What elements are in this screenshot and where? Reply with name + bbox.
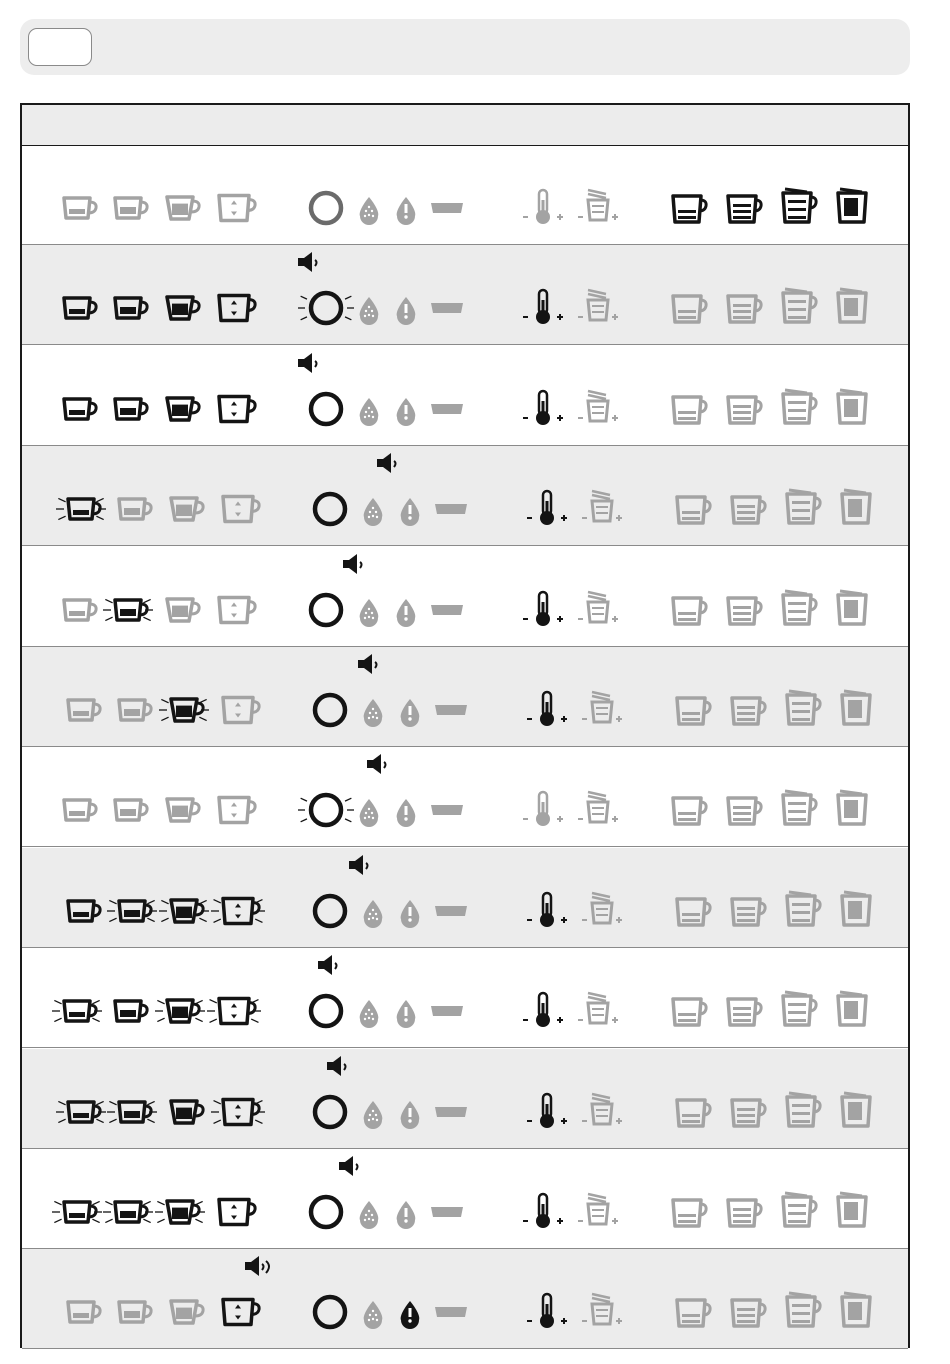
size-medium-icon — [732, 497, 765, 523]
size-large-icon — [787, 1093, 820, 1126]
cup-stack-icon — [578, 792, 618, 822]
mug-icon — [223, 497, 259, 522]
mug-icon — [207, 999, 261, 1024]
water-drop-icon — [360, 197, 379, 225]
size-medium-icon — [728, 999, 761, 1025]
mug-icon — [219, 597, 255, 622]
alert-icon — [401, 498, 420, 526]
table-row — [22, 1049, 908, 1149]
alert-icon — [401, 900, 420, 928]
size-medium-icon — [728, 397, 761, 423]
drip-tray-icon — [431, 404, 463, 414]
cup-stack-icon — [582, 491, 622, 521]
size-large-icon — [783, 791, 816, 824]
cup-stack-icon — [582, 692, 622, 722]
table-row — [22, 346, 908, 446]
mug-icon — [219, 798, 255, 823]
drip-tray-icon — [435, 906, 467, 916]
water-drop-icon — [364, 1301, 383, 1329]
coffee-cup-icon — [115, 298, 147, 318]
table-row — [22, 145, 908, 245]
speaker-icon — [339, 1156, 358, 1176]
table-row — [22, 446, 908, 546]
header-bar — [20, 19, 910, 75]
size-medium-icon — [732, 698, 765, 724]
ring-light-icon — [311, 595, 341, 625]
long-coffee-cup-icon — [167, 398, 199, 420]
speaker-icon — [298, 353, 317, 373]
size-large-icon — [783, 189, 816, 222]
size-small-icon — [677, 1100, 710, 1126]
alert-icon — [401, 699, 420, 727]
temperature-icon — [527, 893, 567, 927]
table-row — [22, 1149, 908, 1249]
size-large-icon — [787, 1293, 820, 1326]
temperature-icon — [523, 993, 563, 1027]
coffee-cup-icon — [115, 800, 147, 820]
water-drop-icon — [364, 900, 383, 928]
size-xl-icon — [838, 390, 866, 423]
long-coffee-cup-icon — [159, 900, 209, 922]
cup-stack-icon — [578, 1194, 618, 1224]
alert-icon — [401, 1101, 420, 1129]
drip-tray-icon — [431, 203, 463, 213]
espresso-cup-icon — [64, 800, 96, 820]
header-tab — [28, 28, 92, 66]
table-row — [22, 1249, 908, 1349]
table-row — [22, 948, 908, 1048]
size-medium-icon — [728, 196, 761, 222]
mug-icon — [211, 1099, 265, 1124]
coffee-cup-icon — [119, 1302, 151, 1322]
espresso-cup-icon — [68, 700, 100, 720]
alert-icon — [397, 297, 416, 325]
size-medium-icon — [732, 1100, 765, 1126]
indicator-table — [20, 103, 910, 1348]
size-xl-icon — [842, 490, 870, 523]
coffee-cup-icon — [119, 499, 151, 519]
speaker-icon — [367, 754, 386, 774]
drip-tray-icon — [435, 705, 467, 715]
alert-icon — [397, 1201, 416, 1229]
drip-tray-icon — [431, 1207, 463, 1217]
coffee-cup-icon — [107, 900, 157, 921]
size-small-icon — [673, 196, 706, 222]
mug-icon — [219, 296, 255, 321]
long-coffee-cup-icon — [155, 1201, 205, 1223]
temperature-icon — [527, 1094, 567, 1128]
drip-tray-icon — [435, 1307, 467, 1317]
speaker-icon — [377, 453, 396, 473]
size-xl-icon — [842, 892, 870, 925]
cup-stack-icon — [582, 1294, 622, 1324]
long-coffee-cup-icon — [171, 1301, 203, 1323]
drip-tray-icon — [431, 605, 463, 615]
ring-light-icon — [311, 996, 341, 1026]
ring-light-icon — [315, 1097, 345, 1127]
espresso-cup-icon — [64, 298, 96, 318]
ring-light-icon — [315, 896, 345, 926]
table-header — [22, 105, 908, 146]
size-large-icon — [783, 390, 816, 423]
water-drop-icon — [360, 1000, 379, 1028]
size-medium-icon — [732, 899, 765, 925]
size-xl-icon — [842, 1093, 870, 1126]
alert-icon — [397, 398, 416, 426]
long-coffee-cup-icon — [167, 197, 199, 219]
espresso-cup-icon — [52, 1201, 102, 1222]
size-small-icon — [677, 1300, 710, 1326]
speaker-icon — [358, 654, 377, 674]
speaker-icon — [349, 855, 368, 875]
long-coffee-cup-icon — [167, 599, 199, 621]
size-large-icon — [787, 691, 820, 724]
temperature-icon — [523, 290, 563, 324]
cup-stack-icon — [578, 391, 618, 421]
long-coffee-cup-icon — [159, 699, 209, 721]
water-drop-icon — [360, 398, 379, 426]
cup-stack-icon — [578, 290, 618, 320]
speaker-icon — [327, 1056, 346, 1076]
size-large-icon — [783, 591, 816, 624]
cup-stack-icon — [578, 592, 618, 622]
espresso-cup-icon — [64, 600, 96, 620]
size-small-icon — [673, 598, 706, 624]
size-small-icon — [673, 397, 706, 423]
size-large-icon — [783, 992, 816, 1025]
cup-stack-icon — [578, 993, 618, 1023]
size-medium-icon — [728, 296, 761, 322]
size-large-icon — [787, 490, 820, 523]
drip-tray-icon — [435, 1107, 467, 1117]
coffee-cup-icon — [115, 198, 147, 218]
long-coffee-cup-icon — [167, 799, 199, 821]
water-drop-icon — [360, 799, 379, 827]
coffee-cup-icon — [119, 700, 151, 720]
ring-light-icon — [311, 193, 341, 223]
temperature-icon — [523, 391, 563, 425]
speaker-icon — [298, 252, 317, 272]
drip-tray-icon — [431, 805, 463, 815]
ring-light-icon — [315, 1297, 345, 1327]
temperature-icon — [527, 692, 567, 726]
size-xl-icon — [838, 1193, 866, 1226]
temperature-icon — [523, 1194, 563, 1228]
water-drop-icon — [364, 1101, 383, 1129]
size-xl-icon — [842, 1293, 870, 1326]
ring-light-icon — [311, 1197, 341, 1227]
size-small-icon — [673, 798, 706, 824]
water-drop-icon — [360, 1201, 379, 1229]
size-medium-icon — [728, 598, 761, 624]
size-small-icon — [673, 999, 706, 1025]
speaker-icon — [343, 554, 362, 574]
coffee-cup-icon — [107, 1101, 157, 1122]
table-row — [22, 245, 908, 345]
espresso-cup-icon — [56, 499, 106, 520]
mug-icon — [223, 698, 259, 723]
size-xl-icon — [838, 992, 866, 1025]
coffee-cup-icon — [103, 599, 153, 620]
temperature-icon — [523, 592, 563, 626]
ring-light-icon — [298, 795, 354, 825]
drip-tray-icon — [431, 303, 463, 313]
size-xl-icon — [838, 289, 866, 322]
size-small-icon — [673, 296, 706, 322]
size-small-icon — [677, 899, 710, 925]
size-medium-icon — [728, 798, 761, 824]
alert-icon — [397, 197, 416, 225]
alert-icon — [397, 1000, 416, 1028]
mug-icon — [211, 898, 265, 923]
drip-tray-icon — [431, 1006, 463, 1016]
ring-light-icon — [315, 695, 345, 725]
ring-light-icon — [315, 494, 345, 524]
espresso-cup-icon — [64, 198, 96, 218]
ring-light-icon — [298, 293, 354, 323]
size-large-icon — [783, 1193, 816, 1226]
water-drop-icon — [364, 699, 383, 727]
espresso-cup-icon — [64, 399, 96, 419]
size-medium-icon — [728, 1200, 761, 1226]
cup-stack-icon — [582, 893, 622, 923]
alert-icon — [397, 599, 416, 627]
water-drop-icon — [360, 297, 379, 325]
long-coffee-cup-icon — [155, 1000, 205, 1022]
size-small-icon — [677, 698, 710, 724]
mug-icon — [219, 396, 255, 421]
temperature-icon — [523, 792, 563, 826]
temperature-icon — [527, 491, 567, 525]
size-xl-icon — [838, 189, 866, 222]
cup-stack-icon — [578, 190, 618, 220]
coffee-cup-icon — [115, 1001, 147, 1021]
mug-icon — [223, 1300, 259, 1325]
temperature-icon — [523, 190, 563, 224]
long-coffee-cup-icon — [171, 1101, 203, 1123]
temperature-icon — [527, 1294, 567, 1328]
table-row — [22, 647, 908, 747]
size-medium-icon — [732, 1300, 765, 1326]
long-coffee-cup-icon — [171, 498, 203, 520]
size-large-icon — [783, 289, 816, 322]
alert-icon — [401, 1301, 420, 1329]
size-xl-icon — [838, 591, 866, 624]
ring-light-icon — [311, 394, 341, 424]
size-large-icon — [787, 892, 820, 925]
speaker-icon — [245, 1256, 269, 1276]
espresso-cup-icon — [68, 1302, 100, 1322]
size-small-icon — [673, 1200, 706, 1226]
alert-icon — [397, 799, 416, 827]
espresso-cup-icon — [68, 901, 100, 921]
cup-stack-icon — [582, 1094, 622, 1124]
table-row — [22, 747, 908, 847]
table-row — [22, 848, 908, 948]
coffee-cup-icon — [115, 399, 147, 419]
long-coffee-cup-icon — [167, 297, 199, 319]
size-xl-icon — [842, 691, 870, 724]
drip-tray-icon — [435, 504, 467, 514]
water-drop-icon — [360, 599, 379, 627]
espresso-cup-icon — [52, 1001, 102, 1022]
coffee-cup-icon — [103, 1201, 153, 1222]
size-xl-icon — [838, 791, 866, 824]
mug-icon — [219, 1200, 255, 1225]
speaker-icon — [318, 955, 337, 975]
water-drop-icon — [364, 498, 383, 526]
table-row — [22, 547, 908, 647]
espresso-cup-icon — [56, 1101, 106, 1122]
mug-icon — [219, 196, 255, 221]
size-small-icon — [677, 497, 710, 523]
